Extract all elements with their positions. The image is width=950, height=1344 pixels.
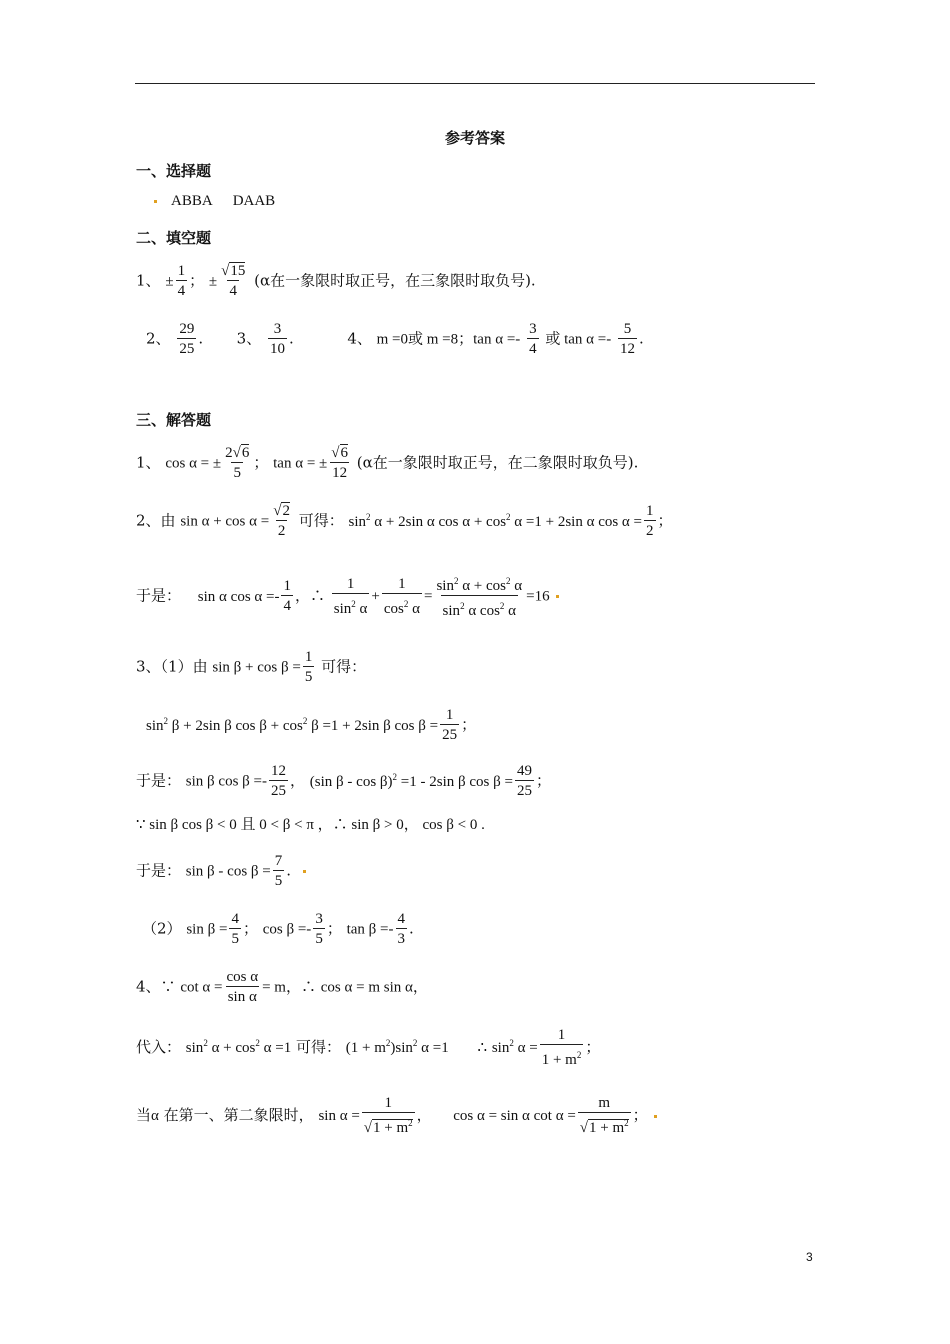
item-label: 2、 (146, 329, 171, 348)
solution-2-cont: 于是： sin α cos α =- $\frac{1}{4}$ ，∴ $\frac{1}{\sin^2 \alpha}$ + $\frac{1}{\cos^2 \alpha}$ = $\frac{\sin^2 \alpha + \cos^2 \alpha}{\sin^2 \alpha \cos^2 \alpha}$ =16 (136, 572, 559, 621)
item-label: 4、∵ (136, 977, 176, 996)
item-label: 2、由 (136, 511, 176, 530)
solution-3-expand: $\sin^2 \beta + 2\sin$ β $\cos \beta + \cos^2 \beta =1 + 2\sin$ β cos β = $\frac{1}{25}$ ； (146, 707, 477, 743)
section-choice-heading: 一、选择题 (136, 162, 212, 180)
section-solution-heading: 三、解答题 (136, 411, 212, 429)
page-title: 参考答案 (444, 129, 505, 147)
solution-3-diff: 于是： sin β - cos β = $\frac{7}{5}$ . (136, 852, 306, 891)
item-label: 代入： (136, 1038, 182, 1056)
connector-text: 可得： (321, 657, 367, 676)
sign-note: (α在一象限时取正号，在二象限时取负号). (356, 453, 639, 472)
connector-text: 在第一、第二象限时， (163, 1106, 314, 1124)
connector-text: 可得： (296, 1038, 342, 1056)
sign-note: (α在一象限时取正号，在三象限时取负号). (254, 271, 536, 290)
item-label: 于是： (136, 861, 182, 880)
solution-3-intro: 3、（1）由 sin β + cos β = $\frac{1}{5}$ 可得： (136, 649, 367, 685)
section-fill-heading: 二、填空题 (136, 229, 212, 247)
solution-1: 1、 cos α = ± $\frac{2√6}{5}$ ； tan α = ± $\frac{√6}{12}$ (α在一象限时取正号，在二象限时取负号). (136, 445, 639, 481)
solution-3-part2: （2） sin β = $\frac{4}{5}$ ； cos β =- $\frac{3}{5}$ ； tan β =- $\frac{4}{3}$ . (142, 911, 414, 947)
solution-4-result: 当α 在第一、第二象限时， sin α = $\frac{1}{√1 + m^2}$ ， cos α = sin α cot α = $\frac{m}{√1 + m^2}$ ； (136, 1094, 657, 1138)
choice-answer-1: ABBA (171, 193, 213, 209)
item-label: 于是： (136, 586, 182, 605)
fill-4-text: m =0或 m =8；tan α =- (376, 331, 521, 348)
marker-dot (154, 200, 157, 203)
item-label: 4、 (347, 329, 372, 348)
header-rule (135, 83, 815, 84)
fill-answer-2-4: 2、 $\frac{29}{25}$ . 3、 $\frac{3}{10}$ . 4、 m =0或 m =8；tan α =- $\frac{3}{4}$ 或 tan α =- $\frac{5}{12}$ . (146, 321, 644, 357)
item-label: （2） (142, 919, 182, 938)
solution-4: 4、∵ cot α = $\frac{\text{cos α}}{\text{sin α}}$ = m，∴ cos α = m sin α， (136, 969, 428, 1005)
solution-3-product: 于是： sin β cos β =- $\frac{12}{25}$ ， (sin β - cos β)$^2$ =1 - 2sin β cos β = $\frac{49}{25}$ ； (136, 763, 551, 799)
item-label: 1、 (136, 271, 161, 290)
connector-text: 可得： (298, 511, 344, 530)
choice-answer-2: DAAB (232, 193, 276, 209)
solution-3-sign: ∵ sin β cos β < 0 且 0 < β < π ，∴ sin β > 0， cos β < 0 . (136, 817, 485, 833)
item-label: 1、 (136, 453, 161, 472)
item-label: 于是： (136, 771, 182, 790)
item-label: 3、（1）由 (136, 657, 208, 676)
solution-2: 2、由 sin α + cos α = $\frac{√2}{2}$ 可得： $\sin^2 \alpha + 2\sin$ α $\cos \alpha + \cos^2 \alpha =1 + 2\sin$ α cos α = $\frac{1}{2}$ ； (136, 503, 673, 539)
choice-answers (148, 190, 275, 211)
solution-4-substitute: 代入： $\sin^2 \alpha + \cos^2 \alpha =1$ 可得： $(1 + m^2)\sin^2$ α =1 ∴ $\sin^2 \alpha$ = $\frac{1}{1 + m^2}$ ； (136, 1027, 601, 1068)
item-label: 3、 (236, 329, 262, 348)
fill-answer-1: 1、 ± $\frac{1}{4}$ ； ± $\frac{√15}{4}$ (α在一象限时取正号，在三象限时取负号). (136, 263, 536, 299)
item-label: 当 (136, 1106, 152, 1124)
page-number: 3 (806, 1250, 813, 1264)
